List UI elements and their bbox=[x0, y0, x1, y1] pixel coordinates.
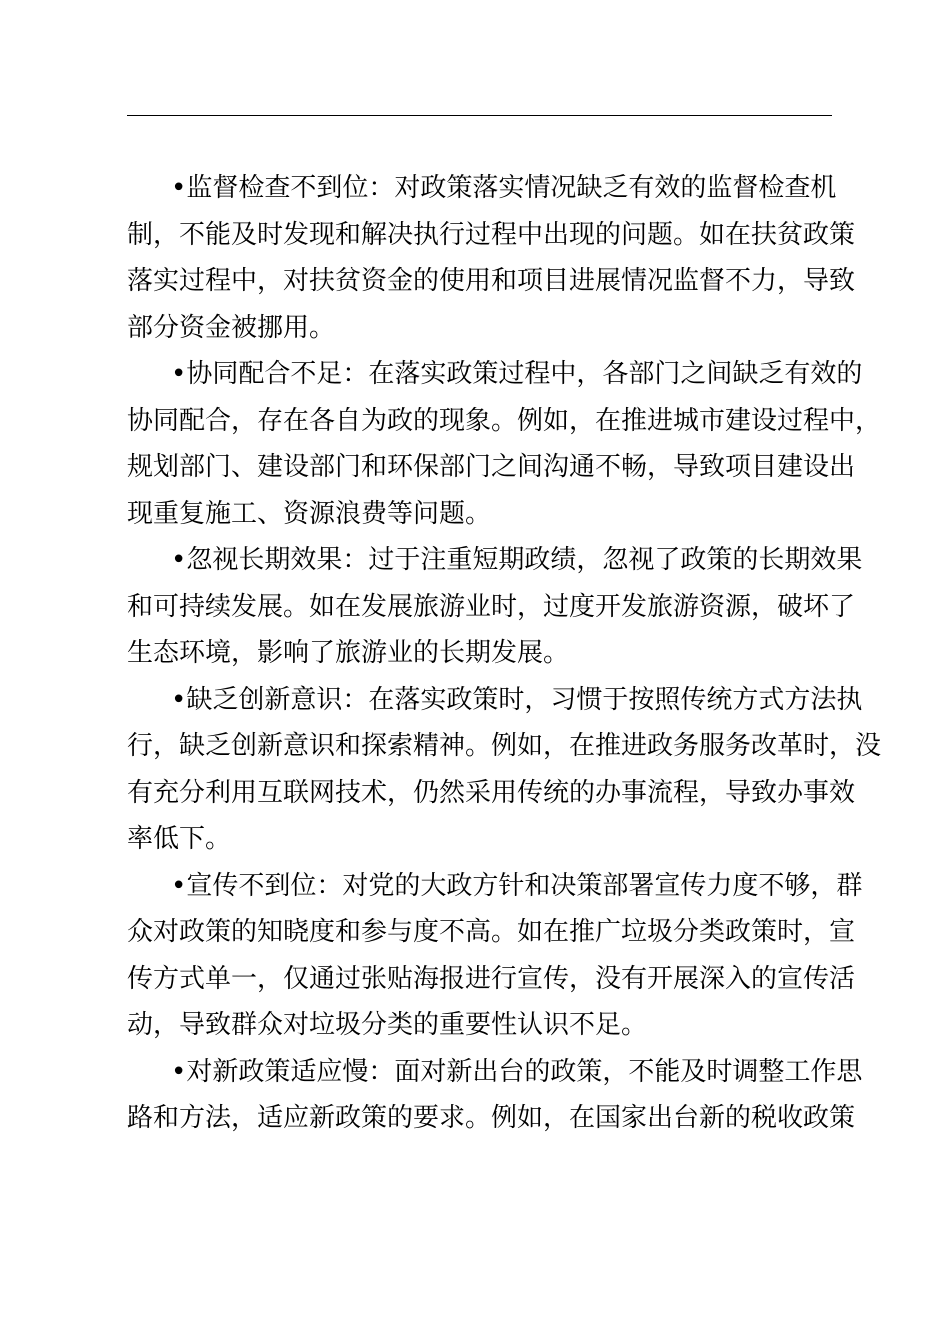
text-line: 路和方法，适应新政策的要求。例如，在国家出台新的税收政策 bbox=[127, 1103, 856, 1133]
document-body bbox=[127, 165, 882, 1142]
paragraph bbox=[127, 1049, 863, 1142]
text-line: 有充分利用互联网技术，仍然采用传统的办事流程，导致办事效 bbox=[127, 777, 856, 808]
text-line: 协同配合，存在各自为政的现象。例如，在推进城市建设过程中， bbox=[127, 405, 882, 436]
text-line: 传方式单一，仅通过张贴海报进行宣传，没有开展深入的宣传活 bbox=[127, 963, 856, 994]
text-line: 现重复施工、资源浪费等问题。 bbox=[127, 498, 492, 529]
paragraph bbox=[127, 165, 856, 351]
text-line: 众对政策的知晓度和参与度不高。如在推广垃圾分类政策时，宣 bbox=[127, 917, 856, 947]
text-line: 部分资金被挪用。 bbox=[127, 312, 336, 343]
text-line: •监督检查不到位：对政策落实情况缺乏有效的监督检查机 bbox=[171, 173, 837, 203]
paragraph bbox=[127, 863, 863, 1049]
text-line: 落实过程中，对扶贫资金的使用和项目进展情况监督不力，导致 bbox=[127, 266, 856, 296]
text-line: •对新政策适应慢：面对新出台的政策，不能及时调整工作思 bbox=[171, 1056, 863, 1087]
paragraph bbox=[127, 537, 863, 677]
text-line: 和可持续发展。如在发展旅游业时，过度开发旅游资源，破坏了 bbox=[127, 591, 856, 622]
paragraph bbox=[127, 351, 882, 537]
text-line: 动，导致群众对垃圾分类的重要性认识不足。 bbox=[127, 1010, 648, 1040]
paragraph bbox=[127, 677, 882, 863]
text-line: 制，不能及时发现和解决执行过程中出现的问题。如在扶贫政策 bbox=[127, 219, 856, 250]
text-line: 生态环境，影响了旅游业的长期发展。 bbox=[127, 638, 570, 668]
text-line: •缺乏创新意识：在落实政策时，习惯于按照传统方式方法执 bbox=[171, 684, 863, 715]
header-rule bbox=[127, 115, 832, 116]
text-line: 行，缺乏创新意识和探索精神。例如，在推进政务服务改革时，没 bbox=[127, 731, 882, 761]
text-line: •协同配合不足：在落实政策过程中，各部门之间缺乏有效的 bbox=[171, 359, 863, 389]
text-line: 率低下。 bbox=[127, 824, 232, 854]
text-line: •忽视长期效果：过于注重短期政绩，忽视了政策的长期效果 bbox=[171, 545, 863, 575]
text-line: 规划部门、建设部门和环保部门之间沟通不畅，导致项目建设出 bbox=[127, 452, 856, 482]
text-line: •宣传不到位：对党的大政方针和决策部署宣传力度不够，群 bbox=[171, 870, 863, 901]
